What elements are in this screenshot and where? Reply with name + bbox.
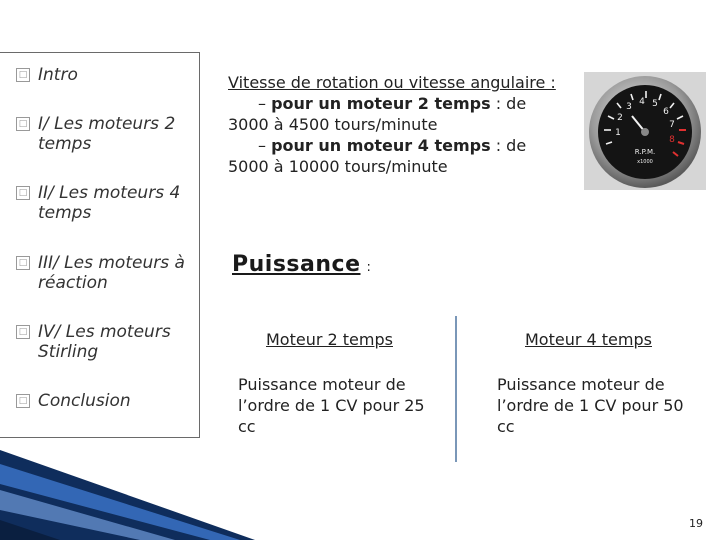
nav-item-label: II/ Les moteurs 4 temps	[38, 183, 181, 223]
power-title: Puissance :	[232, 252, 372, 277]
speed-range-4-temps: 5000 à 10000 tours/minute	[228, 157, 448, 176]
svg-text:7: 7	[669, 120, 675, 130]
nav-item-stirling[interactable]	[16, 322, 194, 362]
speed-line-4-temps: – pour un moteur 4 temps : de	[258, 136, 527, 155]
nav-item-label: Conclusion	[38, 391, 131, 411]
column-body-2-temps: Puissance moteur de l’ordre de 1 CV pour 25 cc	[238, 375, 425, 436]
rotation-speed-text	[228, 72, 588, 177]
nav-item-label: III/ Les moteurs à réaction	[38, 253, 185, 293]
page-number: 19	[689, 517, 703, 530]
svg-text:3: 3	[626, 102, 632, 112]
svg-text:R.P.M.: R.P.M.	[634, 148, 656, 156]
speed-line-2-temps: – pour un moteur 2 temps : de	[258, 94, 527, 113]
tachometer-icon	[584, 72, 706, 190]
svg-text:1: 1	[615, 128, 621, 138]
nav-item-2-temps[interactable]	[16, 114, 194, 154]
tachometer-image	[584, 72, 706, 190]
column-header-4-temps: Moteur 4 temps	[525, 330, 652, 349]
column-body-4-temps: Puissance moteur de l’ordre de 1 CV pour 50 cc	[497, 375, 684, 436]
speed-range-2-temps: 3000 à 4500 tours/minute	[228, 115, 438, 134]
svg-text:5: 5	[652, 99, 658, 109]
checkbox-icon: □	[16, 325, 30, 339]
svg-text:x1000: x1000	[637, 159, 653, 165]
checkbox-icon: □	[16, 117, 30, 131]
chapter-nav	[0, 52, 200, 438]
nav-item-conclusion[interactable]	[16, 391, 194, 411]
checkbox-icon: □	[16, 68, 30, 82]
nav-item-4-temps[interactable]	[16, 183, 194, 223]
svg-text:2: 2	[617, 113, 623, 123]
column-header-2-temps: Moteur 2 temps	[266, 330, 393, 349]
nav-item-label: IV/ Les moteurs Stirling	[38, 322, 171, 362]
nav-item-label: I/ Les moteurs 2 temps	[38, 114, 176, 154]
nav-item-reaction[interactable]	[16, 253, 194, 293]
svg-text:4: 4	[639, 97, 645, 107]
column-divider	[455, 316, 457, 462]
checkbox-icon: □	[16, 256, 30, 270]
svg-text:8: 8	[669, 135, 675, 145]
speed-heading: Vitesse de rotation ou vitesse angulaire :	[228, 73, 556, 92]
decorative-wedge	[0, 450, 720, 540]
svg-text:6: 6	[663, 107, 669, 117]
checkbox-icon: □	[16, 186, 30, 200]
nav-item-intro[interactable]	[16, 65, 194, 85]
checkbox-icon: □	[16, 394, 30, 408]
nav-item-label: Intro	[38, 65, 78, 85]
